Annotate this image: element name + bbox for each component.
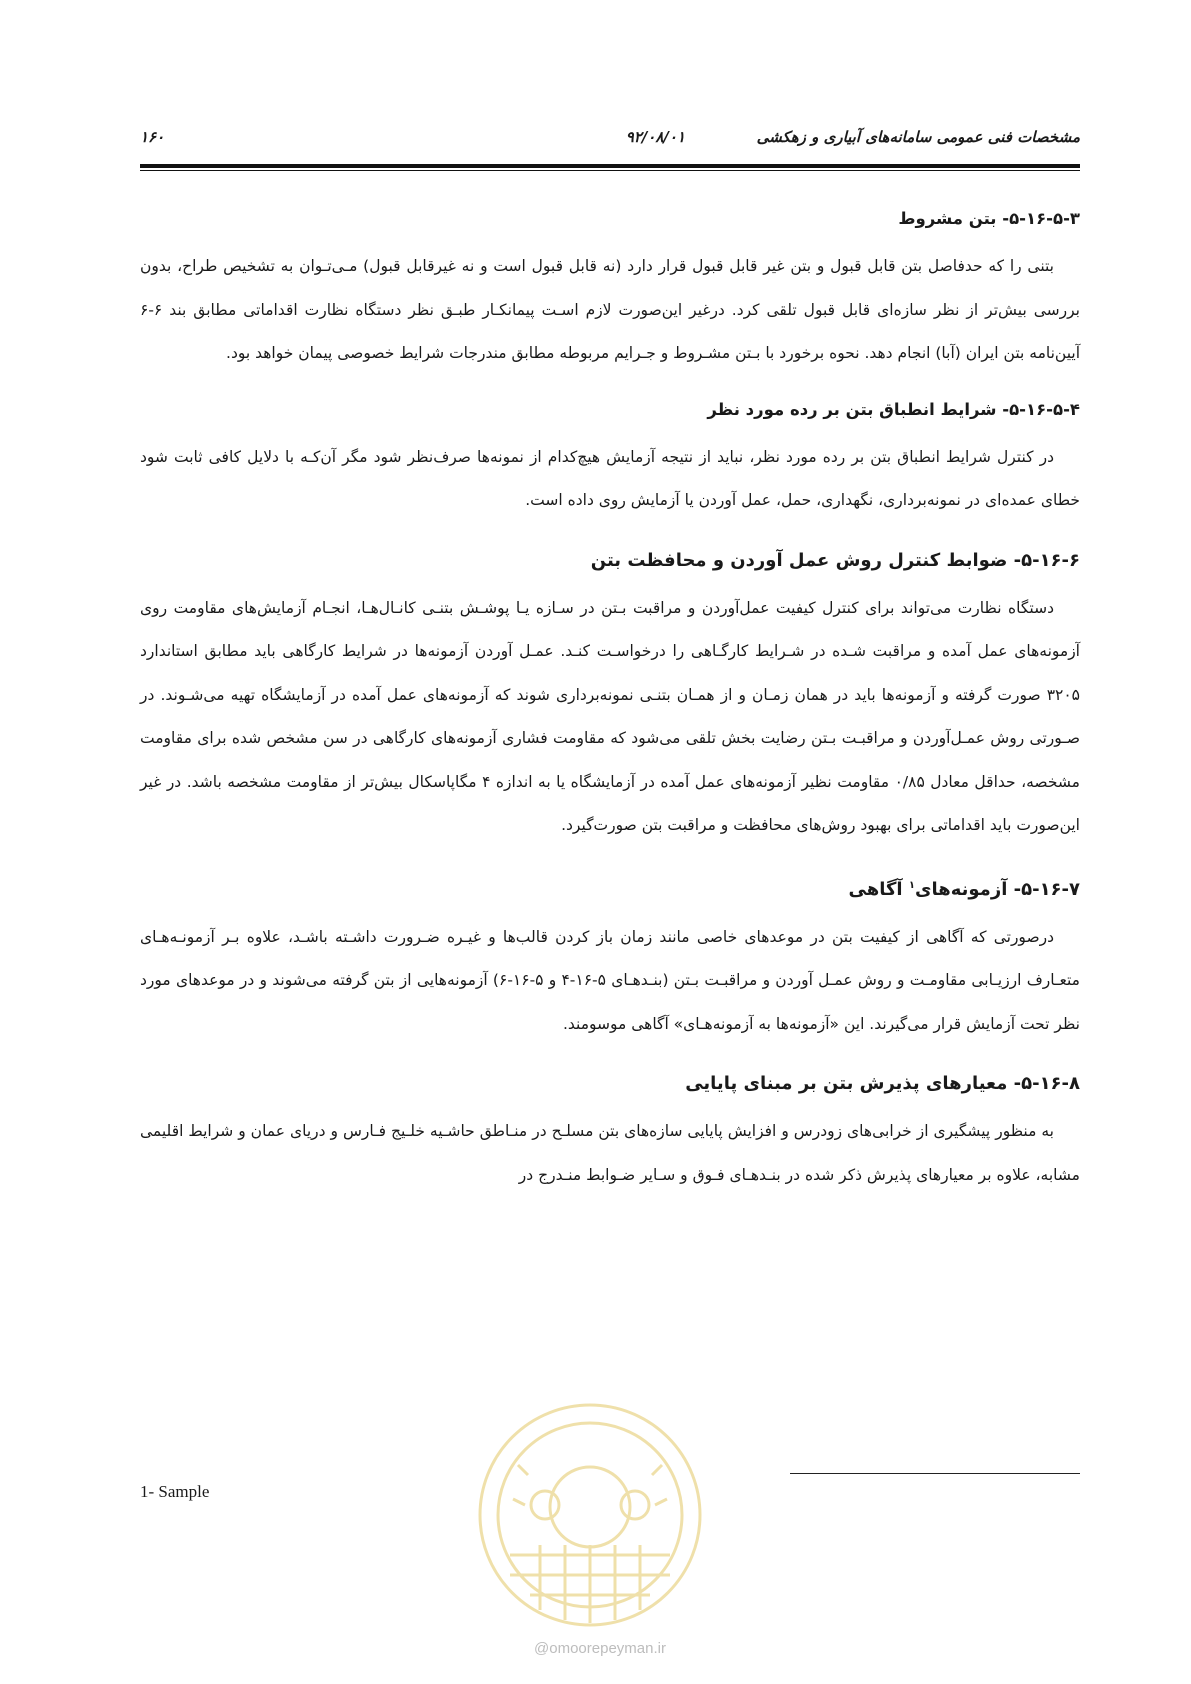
section-paragraph-durability: به منظور پیشگیری از خرابی‌های زودرس و افزایش پایایی سازه‌های بتن مسلـح در منـاطق حاشـیه خلـیج فـارس و دریای عمان و شرایط اقلیمی مشابه، علاوه بر معیارهای پذیرش ذکر شده در بنـدهـای فـوق و سـایر ضـوابط منـدرج در bbox=[140, 1122, 1080, 1184]
heading-part-before: ۵-۱۶-۷- آزمونه‌های bbox=[914, 878, 1080, 900]
section-paragraph-conditional-concrete: بتنی را که حدفاصل بتن قابل قبول و بتن غیر قابل قبول قرار دارد (نه قابل قبول است و نه غیرقابل قبول) مـی‌تـوان به تشخیص طراح، بدون بررسی بیش‌تر از نظر سازه‌ای قابل قبول تلقی کرد. درغیر این‌صورت لازم اسـت پیمانکـار طبـق نظر دستگاه نظارت اقداماتی مطابق بند ۶-۶ آیین‌نامه بتن ایران (آبا) انجام دهد. نحوه برخورد با بـتن مشـروط و جـرایم مربوطه مطابق مندرجات شرایط خصوصی پیمان خواهد بود. bbox=[140, 257, 1080, 362]
watermark-seal-icon bbox=[470, 1395, 710, 1635]
footnote-marker: ۱ bbox=[908, 879, 915, 891]
document-body bbox=[140, 205, 1080, 1197]
section-paragraph-sample-specimens: درصورتی که آگاهی از کیفیت بتن در موعدهای خاصی مانند زمان باز کردن قالب‌ها و غیـره ضـرورت داشـته باشـد، علاوه بـر آزمونـه‌هـای متعـارف ارزیـابی مقاومـت و روش عمـل آوردن و مراقبـت بـتن (بنـدهـای ۵-۱۶-۴ و ۵-۱۶-۶) آزمونه‌هایی از بتن گرفته می‌شوند و در موعدهای مورد نظر تحت آزمایش قرار می‌گیرند. این «آزمونه‌ها به آزمونه‌هـای» آگاهی موسومند. bbox=[140, 927, 1080, 1033]
section-heading-sample-specimens bbox=[140, 872, 1080, 904]
page-number: ۱۶۰ bbox=[140, 128, 165, 146]
section-heading-conditional-concrete: ۵-۱۶-۵-۳- بتن مشروط bbox=[898, 209, 1080, 228]
section-heading-durability: ۵-۱۶-۸- معیارهای پذیرش بتن بر مبنای پایایی bbox=[685, 1073, 1080, 1094]
section-heading-conformity: ۵-۱۶-۵-۴- شرایط انطباق بتن بر رده مورد نظر bbox=[707, 399, 1080, 419]
section-paragraph-conformity: در کنترل شرایط انطباق بتن بر رده مورد نظر، نباید از نتیجه آزمایش هیچ‌کدام از نمونه‌ها صرف‌نظر شود مگر آن‌کـه با دلایل کافی ثابت شود خطای عمده‌ای در نمونه‌برداری، نگهداری، حمل، عمل آوردن یا آزمایش روی داده است. bbox=[140, 447, 1080, 509]
header-rule-thick bbox=[140, 164, 1080, 168]
header-date: ۹۲/۰۸/۰۱ bbox=[625, 128, 685, 146]
footnote: 1- Sample bbox=[140, 1482, 210, 1501]
header-rule-thin bbox=[140, 170, 1080, 171]
header-title: مشخصات فنی عمومی سامانه‌های آبیاری و زهکشی bbox=[756, 128, 1080, 146]
watermark-site: @omoorepeyman.ir bbox=[534, 1640, 666, 1657]
section-heading-curing-control: ۵-۱۶-۶- ضوابط کنترل روش عمل آوردن و محافظت بتن bbox=[590, 549, 1080, 571]
running-header bbox=[140, 128, 1080, 164]
heading-part-after: آگاهی bbox=[848, 878, 909, 900]
footnote-rule bbox=[790, 1473, 1080, 1474]
section-paragraph-curing-control: دستگاه نظارت می‌تواند برای کنترل کیفیت عمل‌آوردن و مراقبت بـتن در سـازه یـا پوشـش بتنـی کانـال‌هـا، انجـام آزمایش‌های مقاومت روی آزمونه‌های عمل آمده و مراقبت شـده در شـرایط کارگـاهی را درخواسـت کنـد. عمـل آوردن آزمونه‌ها در شرایط کارگاهی باید مطابق استاندارد ۳۲۰۵ صورت گرفته و آزمونه‌ها باید در همان زمـان و از همـان بتنـی نمونه‌برداری شوند که آزمونه‌های عمل آمده در آزمایشگاه تهیه می‌شـوند. در صـورتی روش عمـل‌آوردن و مراقبـت بـتن رضایت بخش تلقی می‌شود که مقاومت فشاری آزمونه‌های کارگاهی در سن مشخص شده برای مقاومت مشخصه، حداقل معادل ۰/۸۵ مقاومت نظیر آزمونه‌های عمل آمده در آزمایشگاه یا به اندازه ۴ مگاپاسکال بیش‌تر از مقاومت مشخصه باشد. در غیر این‌صورت باید اقداماتی برای بهبود روش‌های محافظت و مراقبت بتن صورت‌گیرد. bbox=[140, 598, 1080, 834]
